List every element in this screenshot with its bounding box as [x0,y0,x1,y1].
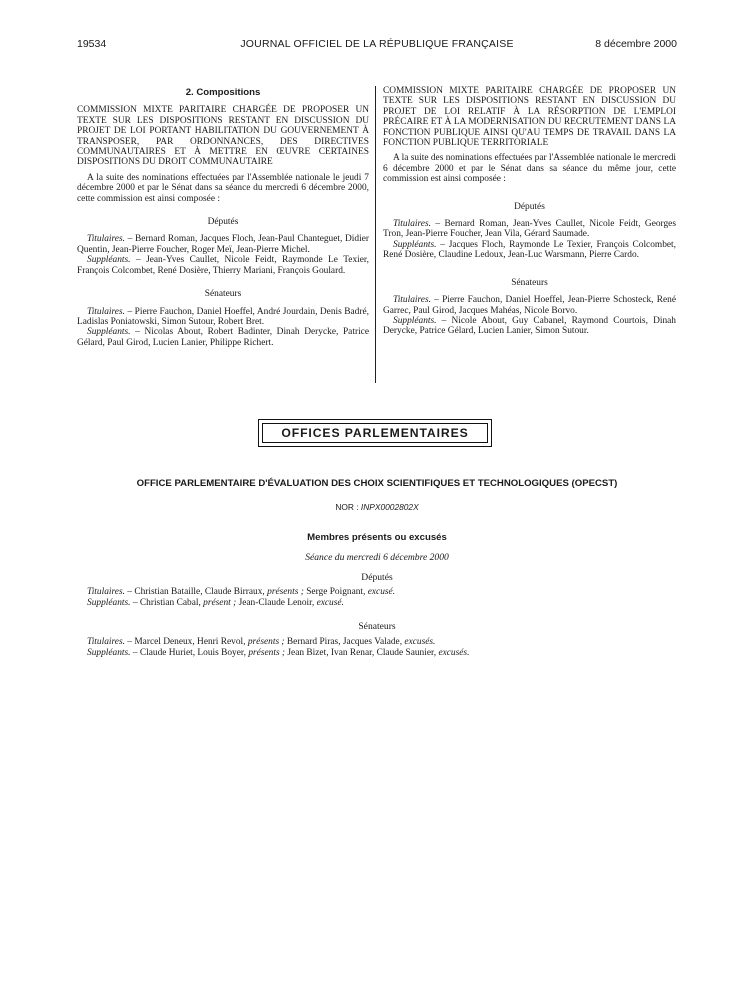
members-title: Membres présents ou excusés [307,532,447,543]
excuse-names: Serge Poignant, [303,587,368,597]
titulaires-names: – Pierre Fauchon, Daniel Hoeffel, André Jourdain, Denis Badré, Ladislas Poniatowski, Simon Sutour, Robert Bret. [77,306,369,327]
present-word: présents ; [247,637,285,647]
office-deputes-titulaires [87,587,677,598]
issue-date: 8 décembre 2000 [595,38,677,50]
present-names: – Christian Cabal, [130,598,204,608]
nor-reference [77,502,677,512]
offices-banner [258,419,492,447]
excuse-word: excusé. [367,587,396,597]
suppleants-names: – Jacques Floch, Raymonde Le Texier, François Colcombet, René Dosière, Claudine Ledoux, Jean-Luc Warsmann, Pierre Cardo. [383,239,676,261]
right-column [383,86,676,337]
present-word: présents ; [267,587,304,597]
office-senateurs-titulaires [87,637,677,648]
present-names: – Claude Huriet, Louis Boyer, [130,648,249,658]
titulaires-names: – Pierre Fauchon, Daniel Hoeffel, Jean-Pierre Schosteck, René Garrec, Paul Girod, Jacques Mahéas, Nicole Borvo. [383,295,676,316]
titulaires-label: Titulaires. [87,637,125,647]
journal-title: JOURNAL OFFICIEL DE LA RÉPUBLIQUE FRANÇAISE [240,38,514,50]
suppleants-label: Suppléants. [393,239,437,250]
office-senateurs-heading: Sénateurs [358,621,396,632]
titulaires-label: Titulaires. [393,295,431,306]
nor-label: NOR : [335,502,361,512]
titulaires-label: Titulaires. [87,234,125,245]
office-deputes-heading: Députés [361,572,393,583]
office-deputes-suppleants [87,598,677,609]
suppleants-names: – Nicole About, Guy Cabanel, Raymond Courtois, Dinah Derycke, Patrice Gélard, Lucien Lanier, Simon Sutour. [383,315,676,337]
excuse-names: Jean-Claude Lenoir, [236,598,317,608]
column-divider [375,86,376,383]
suppleants-names: – Nicolas About, Robert Badinter, Dinah Derycke, Patrice Gélard, Paul Girod, Lucien Lanier, Philippe Richert. [77,327,369,348]
deputes-heading: Députés [514,201,545,212]
present-word: présent ; [203,598,237,608]
deputes-titulaires [77,234,369,255]
titulaires-names: – Bernard Roman, Jacques Floch, Jean-Paul Chanteguet, Didier Quentin, Jean-Pierre Foucher, Roger Meï, Jean-Pierre Michel. [77,234,369,255]
commission-title: COMMISSION MIXTE PARITAIRE CHARGÉE DE PROPOSER UN TEXTE SUR LES DISPOSITIONS RESTANT EN DISCUSSION DU PROJET DE LOI PORTANT HABILITATION DU GOUVERNEMENT À TRANSPOSER, PAR ORDONNANCES, DES DIRECTIVES COMMUNAUTAIRES ET À METTRE EN ŒUVRE CERTAINES DISPOSITIONS DU DROIT COMMUNAUTAIRE [77,105,369,168]
titulaires-names: – Bernard Roman, Jean-Yves Caullet, Nicole Feidt, Georges Tron, Jean-Pierre Foucher, Jean Vila, Gérard Saumade. [383,219,676,240]
excuse-word: excusés. [404,637,436,647]
present-word: présents ; [248,648,286,658]
deputes-suppleants [383,240,676,261]
suppleants-label: Suppléants. [87,598,131,608]
titulaires-label: Titulaires. [87,587,125,597]
deputes-suppleants [77,255,369,276]
senateurs-heading: Sénateurs [204,289,242,300]
section-title: 2. Compositions [185,87,261,98]
commission-intro: A la suite des nominations effectuées par l'Assemblée nationale le mercredi 6 décembre 2000 et par le Sénat dans sa séance du même jour, cette commission est ainsi composée : [383,153,676,185]
senateurs-heading: Sénateurs [511,277,548,288]
titulaires-label: Titulaires. [393,219,431,230]
senateurs-titulaires [383,295,676,316]
commission-title: COMMISSION MIXTE PARITAIRE CHARGÉE DE PROPOSER UN TEXTE SUR LES DISPOSITIONS RESTANT EN DISCUSSION DU PROJET DE LOI RELATIF À LA RÉSORPTION DE L'EMPLOI PRÉCAIRE ET À LA MODERNISATION DU RECRUTEMENT DANS LA FONCTION PUBLIQUE AINSI QU'AU TEMPS DE TRAVAIL DANS LA FONCTION PUBLIQUE TERRITORIALE [383,86,676,149]
excuse-word: excusés. [438,648,470,658]
commission-intro: A la suite des nominations effectuées par l'Assemblée nationale le jeudi 7 décembre 2000 et par le Sénat dans sa séance du mercredi 6 décembre 2000, cette commission est ainsi composée : [77,172,369,204]
nor-value: INPX0002802X [360,502,419,512]
senateurs-titulaires [77,307,369,328]
excuse-names: Bernard Piras, Jacques Valade, [284,637,405,647]
office-deputes-list [87,587,677,609]
office-title: OFFICE PARLEMENTAIRE D'ÉVALUATION DES CHOIX SCIENTIFIQUES ET TECHNOLOGIQUES (OPECST) [136,478,618,489]
left-column [77,86,369,348]
suppleants-label: Suppléants. [87,327,131,338]
present-names: – Marcel Deneux, Henri Revol, [124,637,248,647]
present-names: – Christian Bataille, Claude Birraux, [124,587,268,597]
page-number: 19534 [77,38,107,50]
titulaires-label: Titulaires. [87,306,125,317]
office-senateurs-list [87,637,677,659]
deputes-titulaires [383,219,676,240]
suppleants-label: Suppléants. [87,648,131,658]
suppleants-label: Suppléants. [87,255,131,266]
excuse-names: Jean Bizet, Ivan Renar, Claude Saunier, [285,648,439,658]
office-senateurs-suppleants [87,648,677,659]
excuse-word: excusé. [316,598,344,608]
deputes-heading: Députés [207,217,239,228]
senateurs-suppleants [383,316,676,337]
suppleants-names: – Jean-Yves Caullet, Nicole Feidt, Raymonde Le Texier, François Colcombet, René Dosière, Thierry Mariani, François Goulard. [77,255,369,276]
senateurs-suppleants [77,327,369,348]
seance-date: Séance du mercredi 6 décembre 2000 [305,552,449,563]
page-header [77,38,677,54]
offices-banner-text: OFFICES PARLEMENTAIRES [262,423,488,443]
suppleants-label: Suppléants. [393,315,437,326]
